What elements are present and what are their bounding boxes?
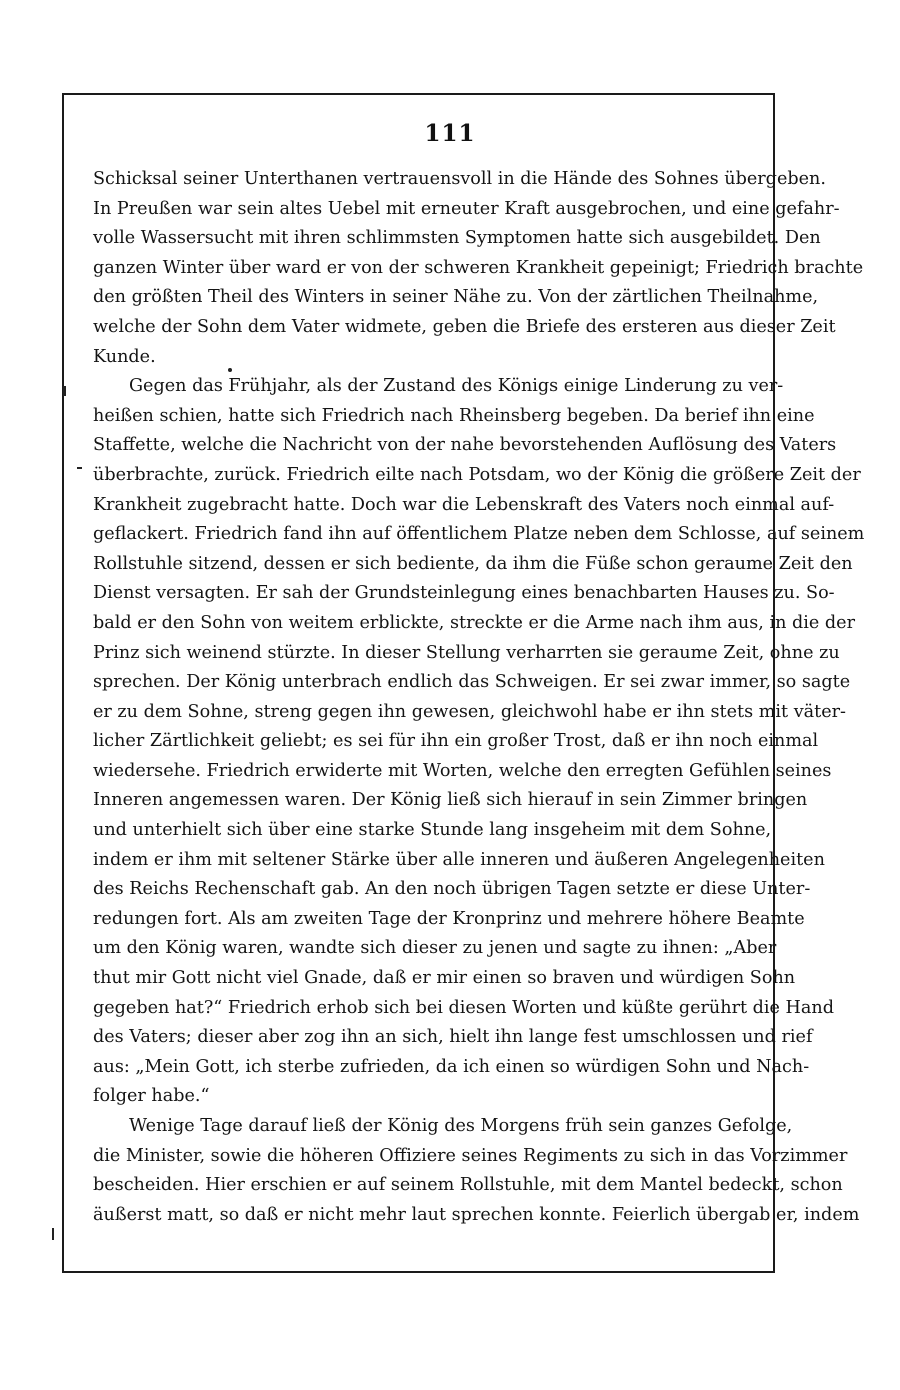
page-number: 111	[424, 120, 476, 147]
text-line: welche der Sohn dem Vater widmete, geben die Briefe des ersteren aus dieser Zeit	[93, 316, 836, 337]
text-line: thut mir Gott nicht viel Gnade, daß er mir einen so braven und würdigen Sohn	[93, 968, 796, 989]
text-line: indem er ihm mit seltener Stärke über alle inneren und äußeren Angelegenheiten	[93, 849, 825, 870]
margin-mark	[63, 386, 66, 396]
text-line: Inneren angemessen waren. Der König ließ sich hierauf in sein Zimmer bringen	[93, 790, 808, 811]
text-line: aus: „Mein Gott, ich sterbe zufrieden, da ich einen so würdigen Sohn und Nach-	[93, 1056, 810, 1077]
text-line: heißen schien, hatte sich Friedrich nach Rheinsberg begeben. Da berief ihn eine	[93, 405, 815, 426]
text-line: Staffette, welche die Nachricht von der nahe bevorstehenden Auflösung des Vaters	[93, 435, 837, 456]
text-line: die Minister, sowie die höheren Offiziere seines Regiments zu sich in das Vorzimmer	[93, 1145, 848, 1166]
text-line: überbrachte, zurück. Friedrich eilte nach Potsdam, wo der König die größere Zeit der	[93, 464, 861, 485]
text-line: Prinz sich weinend stürzte. In dieser Stellung verharrten sie geraume Zeit, ohne zu	[93, 642, 840, 663]
text-line: ganzen Winter über ward er von der schweren Krankheit gepeinigt; Friedrich brachte	[93, 257, 864, 278]
text-line: des Vaters; dieser aber zog ihn an sich, hielt ihn lange fest umschlossen und rief	[93, 1027, 813, 1048]
margin-mark	[228, 368, 232, 372]
text-line: äußerst matt, so daß er nicht mehr laut sprechen konnte. Feierlich übergab er, indem	[93, 1204, 860, 1225]
text-line: er zu dem Sohne, streng gegen ihn gewesen, gleichwohl habe er ihn stets mit väter-	[93, 701, 846, 722]
text-line: geflackert. Friedrich fand ihn auf öffentlichem Platze neben dem Schlosse, auf seinem	[93, 524, 865, 545]
text-line: um den König waren, wandte sich dieser zu jenen und sagte zu ihnen: „Aber	[93, 938, 777, 959]
text-line: Dienst versagten. Er sah der Grundsteinlegung eines benachbarten Hauses zu. So-	[93, 583, 835, 604]
margin-mark	[77, 467, 82, 469]
text-line: Rollstuhle sitzend, dessen er sich bediente, da ihm die Füße schon geraume Zeit den	[93, 553, 853, 574]
text-line: und unterhielt sich über eine starke Stunde lang insgeheim mit dem Sohne,	[93, 820, 772, 841]
margin-mark	[52, 1228, 54, 1240]
text-line: redungen fort. Als am zweiten Tage der Kronprinz und mehrere höhere Beamte	[93, 908, 805, 929]
text-line: bald er den Sohn von weitem erblickte, streckte er die Arme nach ihm aus, in die der	[93, 612, 855, 633]
text-line: Gegen das Frühjahr, als der Zustand des Königs einige Linderung zu ver-	[129, 376, 784, 397]
text-line: Wenige Tage darauf ließ der König des Morgens früh sein ganzes Gefolge,	[129, 1116, 793, 1136]
text-line: gegeben hat?“ Friedrich erhob sich bei diesen Worten und küßte gerührt die Hand	[93, 997, 834, 1018]
text-line: volle Wassersucht mit ihren schlimmsten Symptomen hatte sich ausgebildet. Den	[93, 228, 821, 249]
text-line: den größten Theil des Winters in seiner Nähe zu. Von der zärtlichen Theilnahme,	[93, 287, 819, 308]
text-line: licher Zärtlichkeit geliebt; es sei für ihn ein großer Trost, daß er ihn noch einmal	[93, 731, 819, 752]
text-line: folger habe.“	[93, 1086, 210, 1107]
text-line: bescheiden. Hier erschien er auf seinem Rollstuhle, mit dem Mantel bedeckt, schon	[93, 1175, 843, 1196]
text-line: Krankheit zugebracht hatte. Doch war die Lebenskraft des Vaters noch einmal auf-	[93, 494, 835, 515]
text-line: Schicksal seiner Unterthanen vertrauensvoll in die Hände des Sohnes übergeben.	[93, 169, 826, 189]
text-line: des Reichs Rechenschaft gab. An den noch übrigen Tagen setzte er diese Unter-	[93, 879, 811, 900]
body-text	[93, 165, 865, 1230]
text-line: wiedersehe. Friedrich erwiderte mit Worten, welche den erregten Gefühlen seines	[93, 760, 832, 781]
text-line: In Preußen war sein altes Uebel mit erneuter Kraft ausgebrochen, und eine gefahr-	[93, 198, 840, 219]
text-line: sprechen. Der König unterbrach endlich das Schweigen. Er sei zwar immer, so sagte	[93, 672, 851, 693]
text-line: Kunde.	[93, 346, 156, 367]
